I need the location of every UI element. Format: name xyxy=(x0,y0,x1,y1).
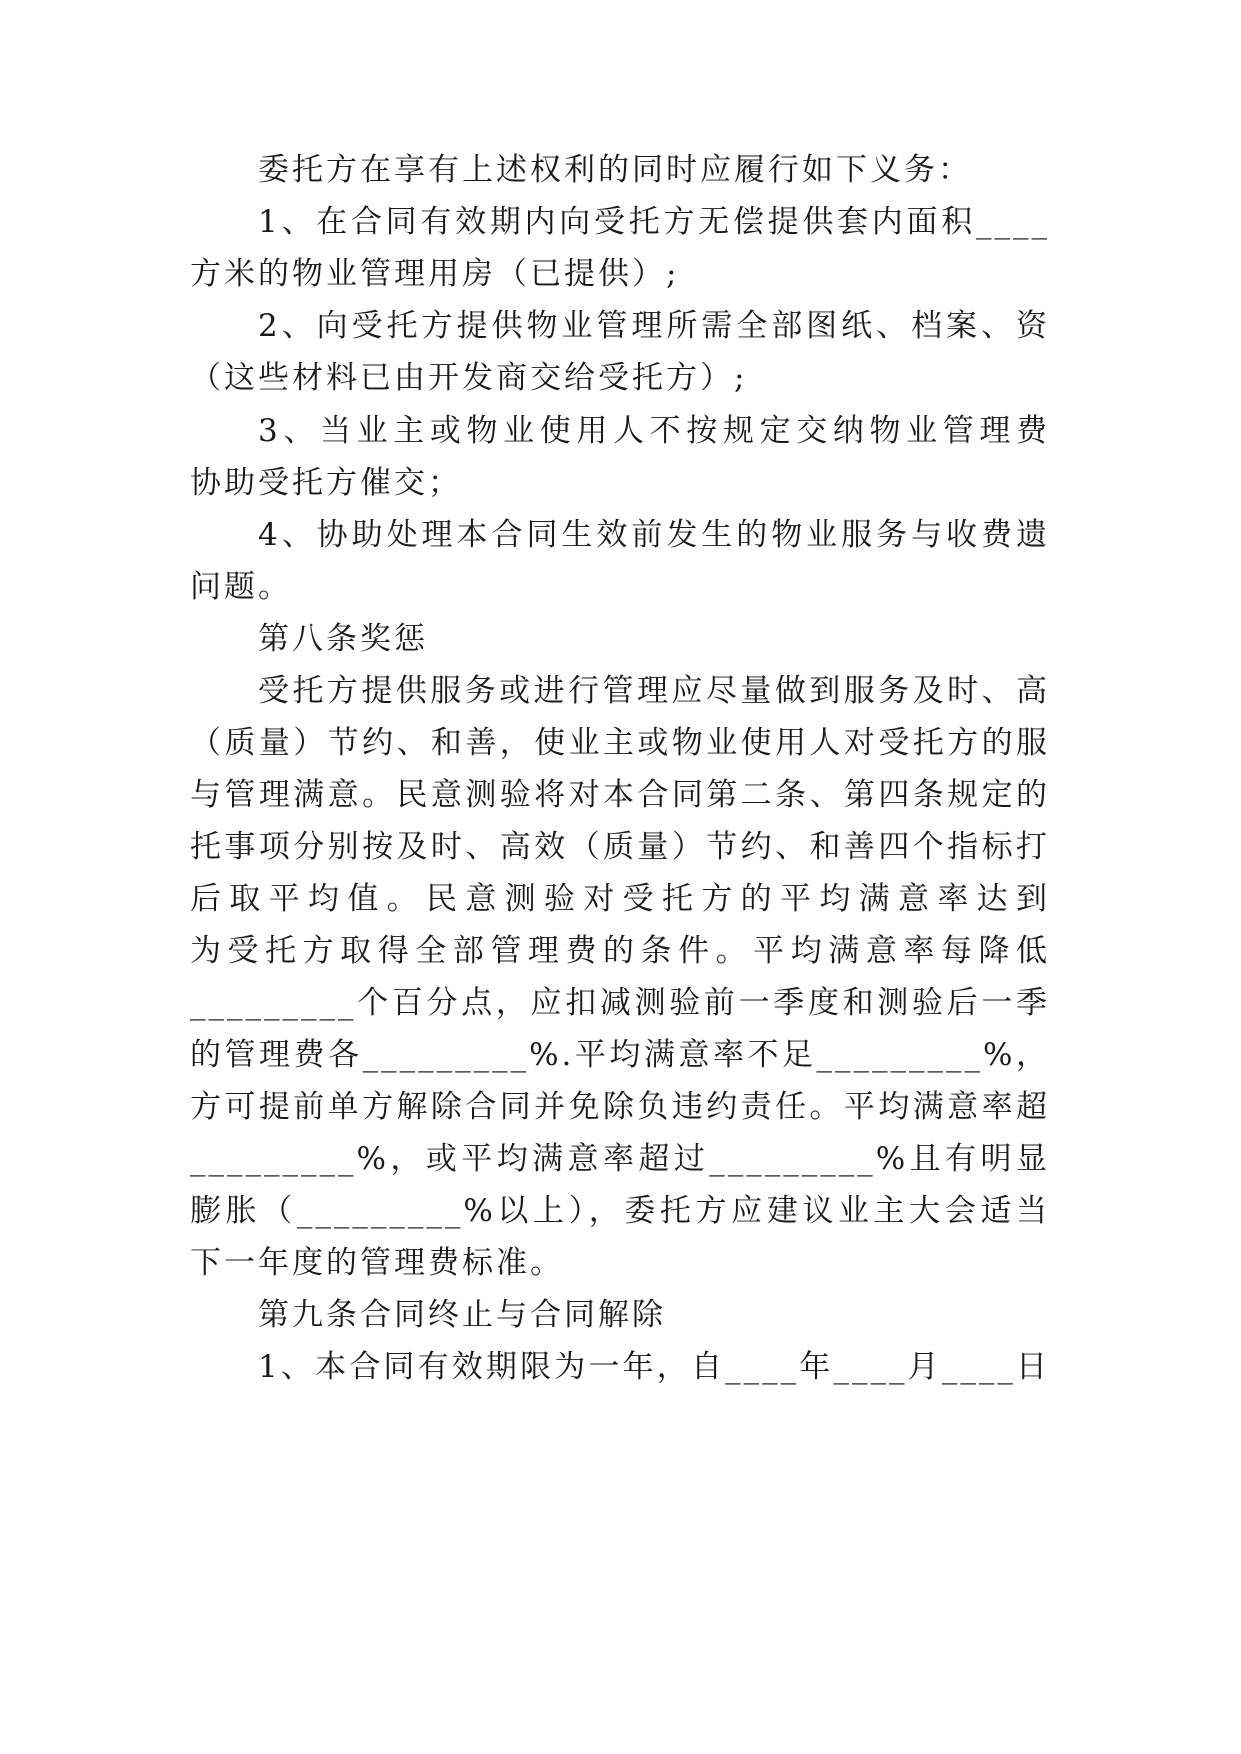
paragraph-line: 方米的物业管理用房（已提供）; xyxy=(190,256,680,292)
paragraph-line: 与管理满意。民意测验将对本合同第二条、第四条规定的 xyxy=(190,777,1050,813)
paragraph-line: 的管理费各_________%.平均满意率不足_________%， xyxy=(190,1037,1050,1073)
paragraph-line: 问题。 xyxy=(190,569,292,605)
paragraph-line: （质量）节约、和善，使业主或物业使用人对受托方的服 xyxy=(190,725,1050,761)
paragraph-line: 4、协助处理本合同生效前发生的物业服务与收费遗 xyxy=(258,517,1050,553)
paragraph-line: 方可提前单方解除合同并免除负违约责任。平均满意率超 xyxy=(190,1089,1050,1125)
section-heading: 第九条合同终止与合同解除 xyxy=(258,1297,666,1333)
paragraph-line: （这些材料已由开发商交给受托方）; xyxy=(190,360,748,396)
paragraph-line: 下一年度的管理费标准。 xyxy=(190,1245,564,1281)
paragraph-line: 委托方在享有上述权利的同时应履行如下义务： xyxy=(258,152,972,188)
paragraph-line: 1、本合同有效期限为一年，自____年____月____日 xyxy=(258,1349,1050,1385)
section-heading: 第八条奖惩 xyxy=(258,621,428,657)
paragraph-line: 协助受托方催交； xyxy=(190,465,462,501)
paragraph-line: _________个百分点，应扣减测验前一季度和测验后一季 xyxy=(190,985,1050,1021)
paragraph-line: 托事项分别按及时、高效（质量）节约、和善四个指标打 xyxy=(190,829,1050,865)
paragraph-line: 为受托方取得全部管理费的条件。平均满意率每降低 xyxy=(190,933,1050,969)
paragraph-line: 2、向受托方提供物业管理所需全部图纸、档案、资 xyxy=(258,308,1050,344)
paragraph-line: 受托方提供服务或进行管理应尽量做到服务及时、高 xyxy=(258,673,1050,709)
paragraph-line: _________%，或平均满意率超过_________%且有明显 xyxy=(190,1141,1050,1177)
paragraph-line: 3、当业主或物业使用人不按规定交纳物业管理费 xyxy=(258,413,1050,449)
paragraph-line: 1、在合同有效期内向受托方无偿提供套内面积____ xyxy=(258,204,1050,240)
paragraph-line: 后取平均值。民意测验对受托方的平均满意率达到 xyxy=(190,881,1050,917)
paragraph-line: 膨胀（_________%以上），委托方应建议业主大会适当 xyxy=(190,1193,1050,1229)
